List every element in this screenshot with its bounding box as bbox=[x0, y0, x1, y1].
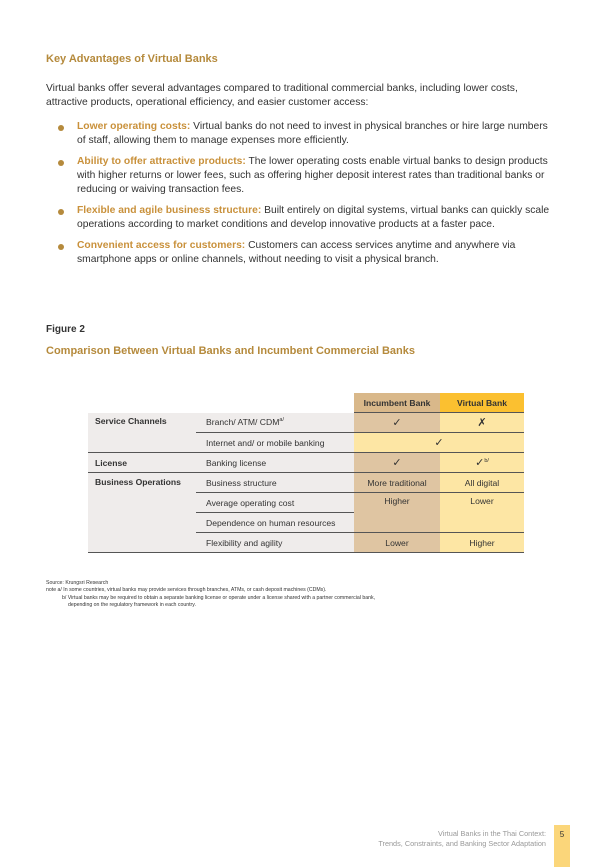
comparison-table bbox=[88, 393, 524, 553]
bullet-lead: Convenient access for customers: bbox=[77, 240, 246, 251]
check-icon: ✓ bbox=[354, 413, 440, 433]
table-row bbox=[88, 413, 524, 433]
bullet-text: The lower operating costs enable virtual banks to design products with higher returns or lower fees, such as offering higher deposit interest rates than traditional banks or reducing or waiving transaction fees. bbox=[77, 156, 548, 195]
value-cost-incumbent: Higher bbox=[354, 493, 440, 533]
row-label-structure: Business structure bbox=[196, 473, 354, 493]
section-title: Key Advantages of Virtual Banks bbox=[46, 53, 218, 65]
value-structure-virtual: All digital bbox=[440, 473, 524, 493]
category-service-channels: Service Channels bbox=[88, 413, 196, 453]
row-label-internet: Internet and/ or mobile banking bbox=[196, 433, 354, 453]
row-label-banking-license: Banking license bbox=[196, 453, 354, 473]
col-header-virtual: Virtual Bank bbox=[440, 393, 524, 413]
bullet-lead: Ability to offer attractive products: bbox=[77, 156, 246, 167]
category-license: License bbox=[88, 453, 196, 473]
value-flex-incumbent: Lower bbox=[354, 533, 440, 553]
bullet-dot-icon bbox=[58, 125, 64, 131]
intro-paragraph: Virtual banks offer several advantages compared to traditional commercial banks, including lower costs, attractive products, operational efficiency, and easier customer access: bbox=[46, 83, 518, 108]
table-header-row bbox=[88, 393, 524, 413]
footnote-b-text: b/ Virtual banks may be required to obtain a separate banking license or operate under a license shared with a partner commercial bank, bbox=[62, 594, 376, 601]
table-row bbox=[88, 473, 524, 493]
page-footer bbox=[378, 829, 546, 848]
check-icon: ✓$^{b/}$ bbox=[440, 453, 524, 473]
check-icon: ✓ bbox=[354, 453, 440, 473]
col-header-incumbent: Incumbent Bank bbox=[354, 393, 440, 413]
value-flex-virtual: Higher bbox=[440, 533, 524, 553]
footnote-a-text: note a/ In some countries, virtual banks may provide services through branches, ATMs, or cash deposit machines (CDMs). bbox=[46, 587, 327, 594]
value-cost-virtual: Lower bbox=[440, 493, 524, 533]
category-business-operations: Business Operations bbox=[88, 473, 196, 553]
bullet-dot-icon bbox=[58, 160, 64, 166]
page-number: 5 bbox=[554, 825, 570, 867]
figure-label: Figure 2 bbox=[46, 324, 85, 335]
bullet-text: Customers can access services anytime and anywhere via smartphone apps or online channels, without needing to visit a physical branch. bbox=[77, 240, 516, 265]
footer-line-2: Trends, Constraints, and Banking Sector Adaptation bbox=[378, 838, 546, 848]
row-label-dependence: Dependence on human resources bbox=[196, 513, 354, 533]
list-item bbox=[46, 204, 558, 232]
list-item bbox=[46, 120, 558, 148]
row-label-cost: Average operating cost bbox=[196, 493, 354, 513]
bullet-dot-icon bbox=[58, 244, 64, 250]
value-structure-incumbent: More traditional bbox=[354, 473, 440, 493]
cross-icon: ✗ bbox=[440, 413, 524, 433]
table-row bbox=[88, 453, 524, 473]
bullet-lead: Flexible and agile business structure: bbox=[77, 205, 262, 216]
row-label-branch: Branch/ ATM/ $CDM^{a/}$ bbox=[196, 413, 354, 433]
row-label-flexibility: Flexibility and agility bbox=[196, 533, 354, 553]
bullet-lead: Lower operating costs: bbox=[77, 121, 191, 132]
footnote-b: b/ bbox=[484, 458, 489, 465]
table-notes bbox=[46, 580, 466, 610]
footer-line-1: Virtual Banks in the Thai Context: bbox=[437, 829, 546, 838]
bullet-text: Built entirely on digital systems, virtual banks can quickly scale operations according to market conditions and develop innovative products at a faster pace. bbox=[77, 205, 550, 230]
list-item bbox=[46, 239, 558, 267]
source-note: Source: Krungsri Research bbox=[46, 580, 109, 586]
list-item bbox=[46, 155, 558, 197]
bullet-dot-icon bbox=[58, 209, 64, 215]
footnote-b-text-cont: depending on the regulatory framework in each country. bbox=[68, 602, 196, 609]
check-icon: ✓ bbox=[354, 433, 524, 453]
advantages-list bbox=[46, 120, 558, 274]
figure-title: Comparison Between Virtual Banks and Incumbent Commercial Banks bbox=[46, 345, 416, 357]
footnote-a: a/ bbox=[279, 417, 284, 424]
bullet-text: Virtual banks do not need to invest in physical branches or hire large numbers of staff, allowing them to manage expenses more efficiently. bbox=[77, 121, 548, 146]
